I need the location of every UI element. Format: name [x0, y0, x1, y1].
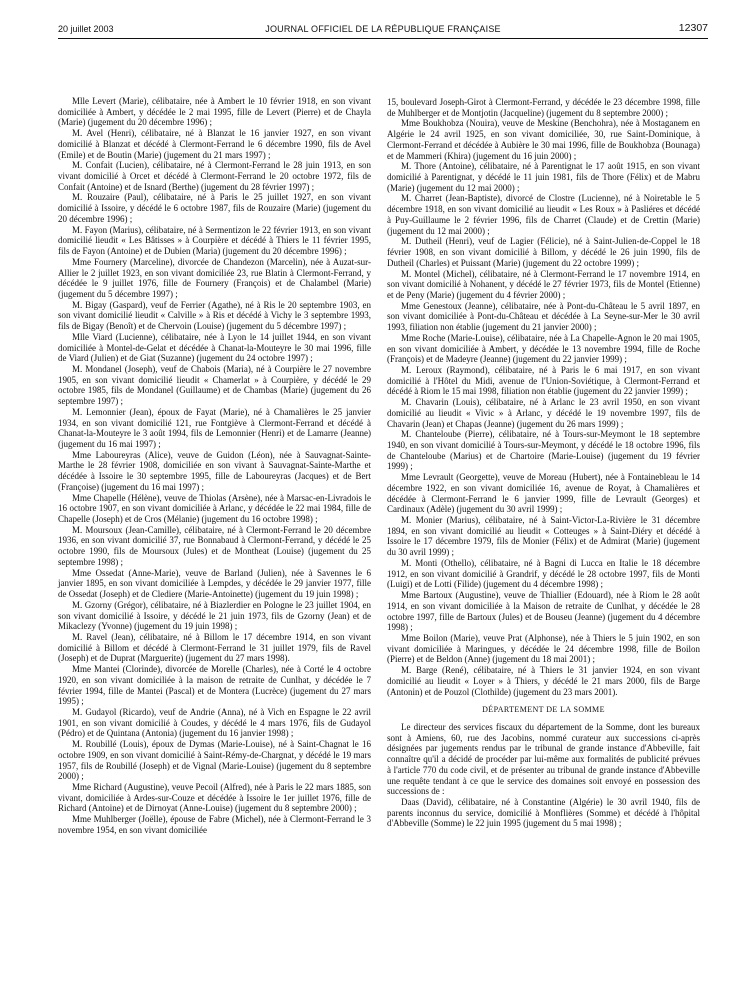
- entry-paragraph: Mme Genestoux (Jeanne), célibataire, née à Pont-du-Château le 5 avril 1897, en son vivant domiciliée à Pont-du-Château et décédée à La Seyne-sur-Mer le 30 avril 1993, filiation non établie (jugement du 21 janvier 2000) ;: [387, 300, 700, 333]
- entry-paragraph: Mme Boukhobza (Nouira), veuve de Meskine (Benchohra), née à Mostaganem en Algérie le 24 avril 1925, en son vivant domiciliée, 30, rue Saint-Dominique, à Clermont-Ferrand et décédée à Aubière le 30 mai 1996, fille de Boukhobza (Bounaga) et de Mammeri (Khira) (jugement du 16 juin 2000) ;: [387, 118, 700, 161]
- entry-paragraph: M. Gzorny (Grégor), célibataire, né à Biazlerdier en Pologne le 23 juillet 1904, en son vivant domicilié à Issoire, y décédé le 21 juin 1973, fils de Gzorny (Jean) et de Mikaclezy (Yvonne) (jugement du 19 juin 1998) ;: [58, 599, 371, 632]
- section-heading: DÉPARTEMENT DE LA SOMME: [482, 705, 605, 715]
- entry-paragraph: Mme Ossedat (Anne-Marie), veuve de Barland (Julien), née à Savennes le 6 janvier 1895, en son vivant domiciliée à Lempdes, y décédée le 29 janvier 1977, fille de Ossedat (Joseph) et de Clediere (Marie-Antoinette) (jugement du 19 juin 1998) ;: [58, 567, 371, 600]
- page-header: [58, 22, 708, 38]
- entry-paragraph: Mme Chapelle (Hélène), veuve de Thiolas (Arsène), née à Marsac-en-Livradois le 16 octobre 1907, en son vivant domiciliée à Arlanc, y décédée le 22 mai 1984, fille de Chapelle (Joseph) et de Cros (Mélanie) (jugement du 16 octobre 1998) ;: [58, 492, 371, 525]
- entry-paragraph: M. Avel (Henri), célibataire, né à Blanzat le 16 janvier 1927, en son vivant domicilié à Blanzat et décédé à Clermont-Ferrand le 6 décembre 1990, fils de Avel (Emile) et de Boutin (Marie) (jugement du 21 mars 1997) ;: [58, 128, 371, 160]
- entry-paragraph: M. Confait (Lucien), célibataire, né à Clermont-Ferrand le 28 juin 1913, en son vivant domicilié à Orcet et décédé à Clermont-Ferrand le 20 octobre 1972, fils de Confait (Antoine) et de Isnard (Berthe) (jugement du 28 février 1997) ;: [58, 160, 371, 192]
- entry-paragraph: M. Monti (Othello), célibataire, né à Bagni di Lucca en Italie le 18 décembre 1912, en son vivant domicilié à Grandrif, y décédé le 28 octobre 1997, fils de Monti (Luigi) et de Lotti (Filide) (jugement du 4 décembre 1998) ;: [387, 557, 700, 590]
- entry-paragraph: Mlle Viard (Lucienne), célibataire, née à Lyon le 14 juillet 1944, en son vivant domiciliée à Montel-de-Gelat et décédée à Chanat-la-Mouteyre le 30 mai 1996, fille de Viard (Julien) et de Giat (Suzanne) (jugement du 24 octobre 1997) ;: [58, 331, 371, 364]
- entry-paragraph: M. Ravel (Jean), célibataire, né à Billom le 17 décembre 1914, en son vivant domicilié à Billom et décédé à Clermont-Ferrand le 31 juillet 1979, fils de Ravel (Joseph) et de Duprat (Marguerite) (jugement du 27 mars 1998).: [58, 631, 371, 664]
- entry-paragraph: M. Charret (Jean-Baptiste), divorcé de Clostre (Lucienne), né à Noiretable le 5 décembre 1918, en son vivant domicilié au lieudit « Les Roux » à Pasliéres et décédé à Puy-Guillaume le 2 février 1996, fils de Charret (Claude) et de Crettin (Marie) (jugement du 12 mai 2000) ;: [387, 193, 700, 236]
- entry-paragraph: Mme Muhlberger (Joëlle), épouse de Fabre (Michel), née à Clermont-Ferrand le 3 novembre 1954, en son vivant domiciliée: [58, 814, 371, 835]
- entry-paragraph: M. Rouzaire (Paul), célibataire, né à Paris le 25 juillet 1927, en son vivant domicilié à Issoire, y décédé le 6 octobre 1987, fils de Rouzaire (Marie) (jugement du 20 décembre 1996) ;: [58, 192, 371, 224]
- entry-paragraph: M. Bigay (Gaspard), veuf de Ferrier (Agathe), né à Ris le 20 septembre 1903, en son vivant domicilié lieudit « Calville » à Ris et décédé à Vichy le 3 septembre 1993, fils de Bigay (Benoît) et de Chervoin (Louise) (jugement du 5 décembre 1997) ;: [58, 299, 371, 332]
- entry-paragraph: M. Dutheil (Henri), veuf de Lagier (Félicie), né à Saint-Julien-de-Coppel le 18 février 1908, en son vivant domicilié à Billom, y décédé le 26 juin 1990, fils de Dutheil (Charles) et Puissant (Marie) (jugement du 22 octobre 1999) ;: [387, 236, 700, 268]
- right-column: [387, 97, 700, 829]
- entry-paragraph: Mme Mantei (Clorinde), divorcée de Morelle (Charles), née à Corté le 4 octobre 1920, en son vivant domiciliée à la maison de retraite de Cunlhat, y décédée le 7 février 1994, fille de Mantei (Pascal) et de Montera (Lucrèce) (jugement du 27 mars 1995) ;: [58, 664, 371, 707]
- entry-paragraph: Mme Richard (Augustine), veuve Pecoil (Alfred), née à Paris le 22 mars 1885, son vivant, domiciliée à Ardes-sur-Couze et décédée à Issoire le 1er juillet 1976, fille de Richard (Antoine) et de Dirnoyat (Anne-Louise) (jugement du 8 septembre 2000) ;: [58, 782, 371, 814]
- entry-paragraph: M. Mondanel (Joseph), veuf de Chabois (Maria), né à Courpière le 27 novembre 1905, en son vivant domicilié lieudit « Chamerlat » à Courpière, y décédé le 29 octobre 1985, fils de Mondanel (Guillaume) et de Chambas (Marie) (jugement du 26 septembre 1997) ;: [58, 363, 371, 407]
- entry-paragraph: Mme Levrault (Georgette), veuve de Moreau (Hubert), née à Fontainebleau le 14 décembre 1922, en son vivant domiciliée 16, avenue de Royat, à Chamalières et décédée à Clermont-Ferrand le 6 janvier 1999, fille de Levrault (Georges) et Cardinaux (Adèle) (jugement du 30 avril 1999) ;: [387, 472, 700, 515]
- header-title: JOURNAL OFFICIEL DE LA RÉPUBLIQUE FRANÇAISE: [265, 24, 501, 34]
- entry-paragraph: M. Chanteloube (Pierre), célibataire, né à Tours-sur-Meymont le 18 septembre 1940, en son vivant domicilié à Tours-sur-Meymont, y décédé le 18 octobre 1996, fils de Chanteloube (Marius) et de Chartoire (Marie-Louise) (jugement du 19 février 1999) ;: [387, 429, 700, 472]
- entry-paragraph: M. Roubillé (Louis), époux de Dymas (Marie-Louise), né à Saint-Chagnat le 16 octobre 1909, en son vivant domicilié à Saint-Rémy-de-Chargnat, y décédé le 19 mars 1957, fils de Roubillé (Joseph) et de Vignal (Marie-Louise) (jugement du 8 septembre 2000) ;: [58, 739, 371, 782]
- header-rule: [58, 38, 708, 39]
- entry-paragraph: M. Barge (René), célibataire, né à Thiers le 31 janvier 1924, en son vivant domicilié au lieudit « Loyer » à Thiers, y décédé le 21 mars 2000, fils de Barge (Antonin) et de Pouzol (Clothilde) (jugement du 23 mars 2001).: [387, 665, 700, 697]
- entry-paragraph: Mlle Levert (Marie), célibataire, née à Ambert le 10 février 1918, en son vivant domiciliée à Ambert, y décédée le 2 mai 1995, fille de Levert (Pierre) et de Chayla (Marie) (jugement du 20 décembre 1996) ;: [58, 96, 371, 128]
- entry-paragraph: Mme Bartoux (Augustine), veuve de Thiallier (Edouard), née à Riom le 28 août 1914, en son vivant domiciliée à la Maison de retraite de Cunlhat, y décédée le 28 octobre 1997, fille de Bartoux (Jules) et de Bouseu (Jeanne) (jugement du 4 décembre 1998) ;: [387, 590, 700, 633]
- entry-paragraph: M. Monier (Marius), célibataire, né à Saint-Victor-La-Rivière le 31 décembre 1894, en son vivant domicilié au lieudit « Cotteuges » à Saint-Diéry et décédé à Issoire le 17 décembre 1979, fils de Monier (Félix) et de Admirat (Marie) (jugement du 30 avril 1999) ;: [387, 515, 700, 558]
- left-column: [58, 96, 371, 836]
- entry-paragraph: M. Lemonnier (Jean), époux de Fayat (Marie), né à Chamalières le 25 janvier 1934, en son vivant domicilié 121, rue Fontgiève à Clermont-Ferrand et décédé à Chanat-la-Mouteyre le 3 août 1994, fils de Lemonnier (Henri) et de Lamarre (Jeanne) (jugement du 16 mai 1997) ;: [58, 406, 371, 449]
- entry-paragraph: Daas (David), célibataire, né à Constantine (Algérie) le 30 avril 1940, fils de parents inconnus du service, domicilié à Monflières (Somme) et décédé à l'hôpital d'Abbeville (Somme) le 22 juin 1995 (jugement du 5 mai 1998) ;: [387, 797, 700, 829]
- entry-paragraph-continued: 15, boulevard Joseph-Girot à Clermont-Ferrand, y décédée le 23 décembre 1998, fille de Muhlberger et de Montjotin (Jacqueline) (jugement du 8 septembre 2000) ;: [387, 97, 700, 118]
- entry-paragraph: M. Leroux (Raymond), célibataire, né à Paris le 6 mai 1917, en son vivant domicilié à l'Hôtel du Midi, avenue de l'Union-Soviétique, à Clermont-Ferrand et décédé à Riom le 15 mai 1998, filiation non établie (jugement du 22 janvier 1999) ;: [387, 364, 700, 397]
- page-number: 12307: [678, 22, 708, 34]
- entry-paragraph: Mme Roche (Marie-Louise), célibataire, née à La Chapelle-Agnon le 20 mai 1905, en son vivant domiciliée à Ambert, y décédée le 13 novembre 1994, fille de Roche (François) et de Madeyre (Jeanne) (jugement du 22 janvier 1999) ;: [387, 332, 700, 365]
- entry-paragraph: M. Moursoux (Jean-Camille), célibataire, né à Clermont-Ferrand le 20 décembre 1936, en son vivant domicilié 37, rue Bonnabaud à Clermont-Ferrand, y décédé le 25 octobre 1990, fils de Moursoux (Jules) et de Montheat (Louise) (jugement du 25 septembre 1998) ;: [58, 524, 371, 567]
- entry-paragraph: Mme Boilon (Marie), veuve Prat (Alphonse), née à Thiers le 5 juin 1902, en son vivant domiciliée à Maringues, y décédée le 24 décembre 1998, fille de Boilon (Pierre) et de Beldon (Anne) (jugement du 18 mai 2001) ;: [387, 632, 700, 665]
- entry-paragraph: M. Gudayol (Ricardo), veuf de Andrie (Anna), né à Vich en Espagne le 22 avril 1901, en son vivant domicilié à Coudes, y décédé le 4 mars 1976, fils de Gudayol (Pédro) et de Quintana (Antonia) (jugement du 16 janvier 1998) ;: [58, 706, 371, 739]
- header-date: 20 juillet 2003: [58, 24, 114, 34]
- entry-paragraph: M. Thore (Antoine), célibataire, né à Parentignat le 17 août 1915, en son vivant domicilié à Parentignat, y décédé le 11 juin 1981, fils de Thore (Félix) et de Mabru (Marie) (jugement du 12 mai 2000) ;: [387, 161, 700, 193]
- section-intro-paragraph: Le directeur des services fiscaux du département de la Somme, dont les bureaux sont à Amiens, 60, rue des Jacobins, nommé curateur aux successions ci-après désignées par jugements rendus par le tribunal de grande instance d'Abbeville, fait connaître qu'il a décidé de procéder par lui-même aux formalités de publicité prévues à l'article 770 du code civil, et de présenter au tribunal de grande instance d'Abbeville une requête tendant à ce que le service des domaines soit envoyé en possession des successions de :: [387, 721, 700, 797]
- entry-paragraph: M. Fayon (Marius), célibataire, né à Sermentizon le 22 février 1913, en son vivant domicilié lieudit « Les Bâtisses » à Courpière et décédé à Thiers le 11 février 1995, fils de Fayon (Antoine) et de Dubien (Maria) (jugement du 20 décembre 1996) ;: [58, 224, 371, 257]
- entry-paragraph: Mme Fournery (Marceline), divorcée de Chandezon (Marcelin), née à Auzat-sur-Allier le 2 juillet 1923, en son vivant domiciliée 23, rue Blatin à Clermont-Ferrand, y décédée le 9 juillet 1976, fille de Fournery (François) et de Chalambel (Marie) (jugement du 5 décembre 1997) ;: [58, 256, 371, 299]
- entry-paragraph: Mme Laboureyras (Alice), veuve de Guidon (Léon), née à Sauvagnat-Sainte-Marthe le 28 février 1908, domiciliée en son vivant à Sauvagnat-Sainte-Marthe et décédée à Issoire le 30 septembre 1995, fille de Laboureyras (Jacques) et de Bert (Françoise) (jugement du 16 mai 1997) ;: [58, 449, 371, 492]
- entry-paragraph: M. Montel (Michel), célibataire, né à Clermont-Ferrand le 17 novembre 1914, en son vivant domicilié à Nohanent, y décédé le 27 février 1973, fils de Montel (Etienne) et de Peny (Marie) (jugement du 4 février 2000) ;: [387, 268, 700, 300]
- entry-paragraph: M. Chavarin (Louis), célibataire, né à Arlanc le 23 avril 1950, en son vivant domicilié au lieudit « Vivic » à Arlanc, y décédé le 19 novembre 1997, fils de Chavarin (Jean) et Chapas (Jeanne) (jugement du 26 mars 1999) ;: [387, 397, 700, 429]
